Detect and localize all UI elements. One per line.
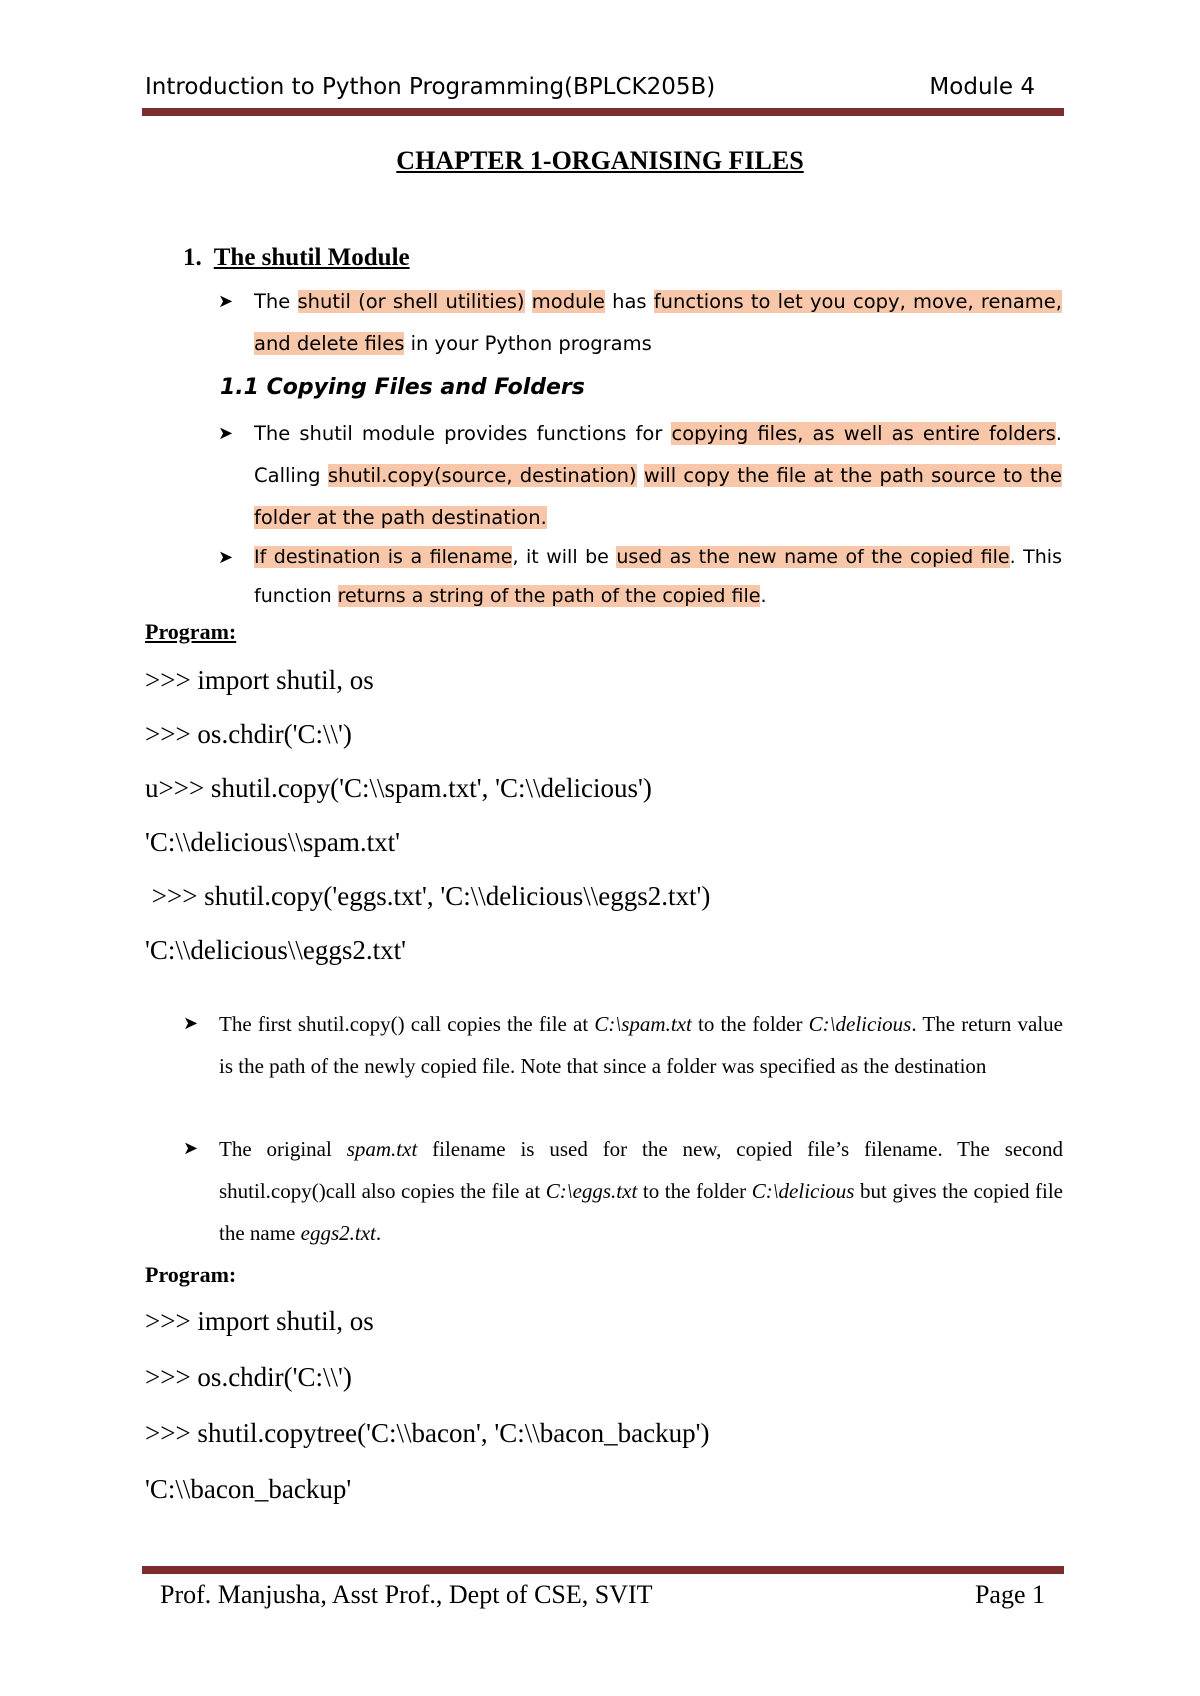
code-line: u>>> shutil.copy('C:\\spam.txt', 'C:\\delicious'): [145, 773, 652, 803]
bullet-shutil-intro: [220, 281, 1062, 365]
bullet-text: If destination is a filename, it will be used as the new name of the copied file. This function returns a string of the path of the copied file.: [254, 546, 1062, 607]
section-title: The shutil Module: [213, 244, 410, 271]
arrow-bullet-icon: ➤: [183, 1013, 199, 1034]
bullet-text: The shutil (or shell utilities) module has functions to let you copy, move, rename, and delete files in your Python programs: [254, 290, 1062, 355]
chapter-title: CHAPTER 1-ORGANISING FILES: [396, 146, 804, 175]
footer-rule: [142, 1566, 1064, 1574]
code-line: >>> import shutil, os: [145, 665, 374, 695]
page-header: [145, 74, 1035, 110]
footer-author: Prof. Manjusha, Asst Prof., Dept of CSE, SVIT: [160, 1580, 653, 1609]
bullet-text: The original spam.txt filename is used for the new, copied file’s filename. The second shutil.copy()call also copies the file at C:\eggs.txt to the folder C:\delicious but gives the copied file the name eggs2.txt.: [219, 1137, 1064, 1245]
bullet-destination-filename: [220, 538, 1062, 616]
explanation-second-copy: [183, 1128, 1063, 1254]
code-line: 'C:\\delicious\\spam.txt': [145, 827, 400, 857]
bullet-text: The shutil module provides functions for copying files, as well as entire folders. Calling shutil.copy(source, destination) will copy the file at the path source to the folder at the path destination.: [254, 422, 1062, 529]
code-line: 'C:\\bacon_backup': [145, 1474, 352, 1504]
footer-page-number: Page 1: [974, 1580, 1045, 1609]
code-line: >>> shutil.copytree('C:\\bacon', 'C:\\bacon_backup'): [145, 1418, 710, 1448]
code-line: >>> import shutil, os: [145, 1306, 374, 1336]
code-line: >>> os.chdir('C:\\'): [145, 1362, 352, 1392]
section-heading: [183, 244, 410, 272]
program-label: Program:: [145, 1262, 237, 1287]
program-label: Program:: [145, 619, 237, 644]
explanation-first-copy: [183, 1003, 1063, 1087]
code-line: >>> os.chdir('C:\\'): [145, 719, 352, 749]
header-rule: [142, 108, 1064, 116]
code-line: >>> shutil.copy('eggs.txt', 'C:\\delicious\\eggs2.txt'): [145, 881, 711, 911]
arrow-bullet-icon: ➤: [218, 291, 234, 312]
arrow-bullet-icon: ➤: [218, 547, 234, 568]
arrow-bullet-icon: ➤: [218, 423, 234, 444]
subsection-heading: 1.1 Copying Files and Folders: [220, 375, 585, 400]
header-module: Module 4: [929, 74, 1035, 100]
section-number: 1.: [183, 244, 202, 271]
header-course-title: Introduction to Python Programming(BPLCK205B): [145, 74, 716, 100]
code-line: 'C:\\delicious\\eggs2.txt': [145, 935, 406, 965]
bullet-copy-functions: [220, 413, 1062, 539]
arrow-bullet-icon: ➤: [183, 1138, 199, 1159]
bullet-text: The first shutil.copy() call copies the file at C:\spam.txt to the folder C:\delicious. The return value is the path of the newly copied file. Note that since a folder was specified as the destination: [219, 1012, 1063, 1078]
